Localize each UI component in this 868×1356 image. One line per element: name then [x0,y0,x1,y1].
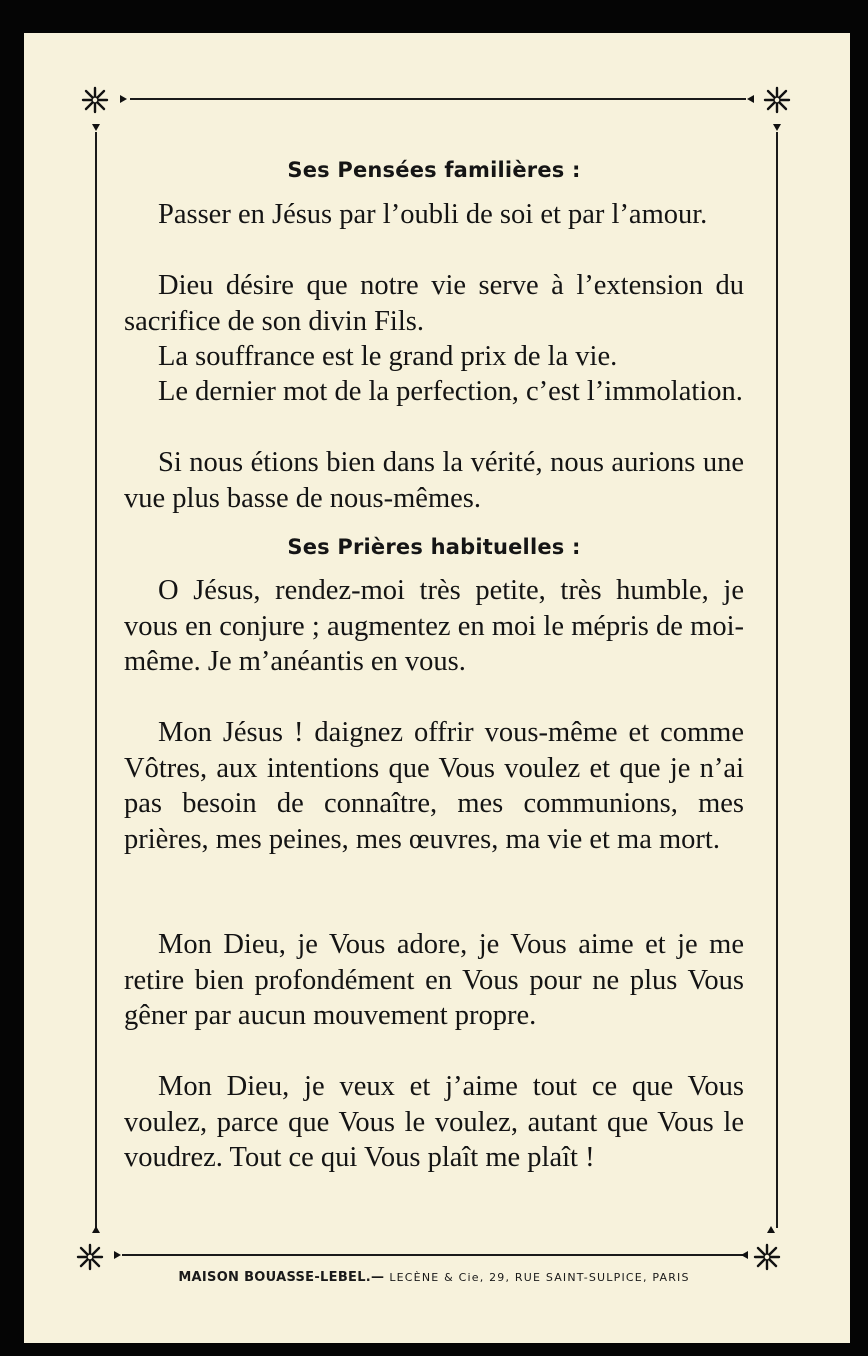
publisher-name: MAISON BOUASSE-LEBEL.— [178,1270,385,1285]
thought-paragraph: Si nous étions bien dans la vérité, nous aurions une vue plus basse de nous-mêmes. [124,447,744,514]
triangle-right-icon [112,1250,122,1260]
thought-paragraph: Le dernier mot de la perfection, c’est l’immolation. [158,376,743,407]
prayer-paragraph: Mon Dieu, je veux et j’aime tout ce que Vous voulez, parce que Vous le voulez, autant que Vous le voudrez. Tout ce qui Vous plaît me plaît ! [124,1071,744,1173]
triangle-down-icon [91,122,101,132]
triangle-up-icon [766,1225,776,1235]
thought-paragraph: Passer en Jésus par l’oubli de soi et par l’amour. [158,199,708,230]
triangle-left-icon [740,1250,750,1260]
asterisk-ornament-icon [78,83,112,117]
asterisk-ornament-icon [760,83,794,117]
publisher-imprint [60,1269,808,1285]
triangle-up-icon [91,1225,101,1235]
frame-left-rule [95,132,97,1228]
prayer-paragraph: O Jésus, rendez-moi très petite, très humble, je vous en conjure ; augmentez en moi le mépris de moi-même. Je m’anéantis en vous. [124,575,744,677]
frame-top-rule [130,98,746,100]
section-heading-prayers: Ses Prières habituelles : [287,535,581,559]
section-heading-thoughts: Ses Pensées familières : [287,158,581,182]
thought-paragraph: Dieu désire que notre vie serve à l’extension du sacrifice de son divin Fils. [124,270,744,337]
triangle-left-icon [746,94,756,104]
triangle-right-icon [118,94,128,104]
publisher-address: LECÈNE & Cie, 29, RUE SAINT-SULPICE, PARIS [389,1271,690,1284]
triangle-down-icon [772,122,782,132]
thought-paragraph: La souffrance est le grand prix de la vie. [158,341,618,372]
prayer-paragraph: Mon Dieu, je Vous adore, je Vous aime et je me retire bien profondément en Vous pour ne plus Vous gêner par aucun mouvement propre. [124,929,744,1031]
prayer-paragraph: Mon Jésus ! daignez offrir vous-même et comme Vôtres, aux intentions que Vous voulez et que je n’ai pas besoin de connaître, mes communions, mes prières, mes peines, mes œuvres, ma vie et ma mort. [124,717,744,855]
frame-right-rule [776,132,778,1228]
frame-bottom-rule [122,1254,746,1256]
